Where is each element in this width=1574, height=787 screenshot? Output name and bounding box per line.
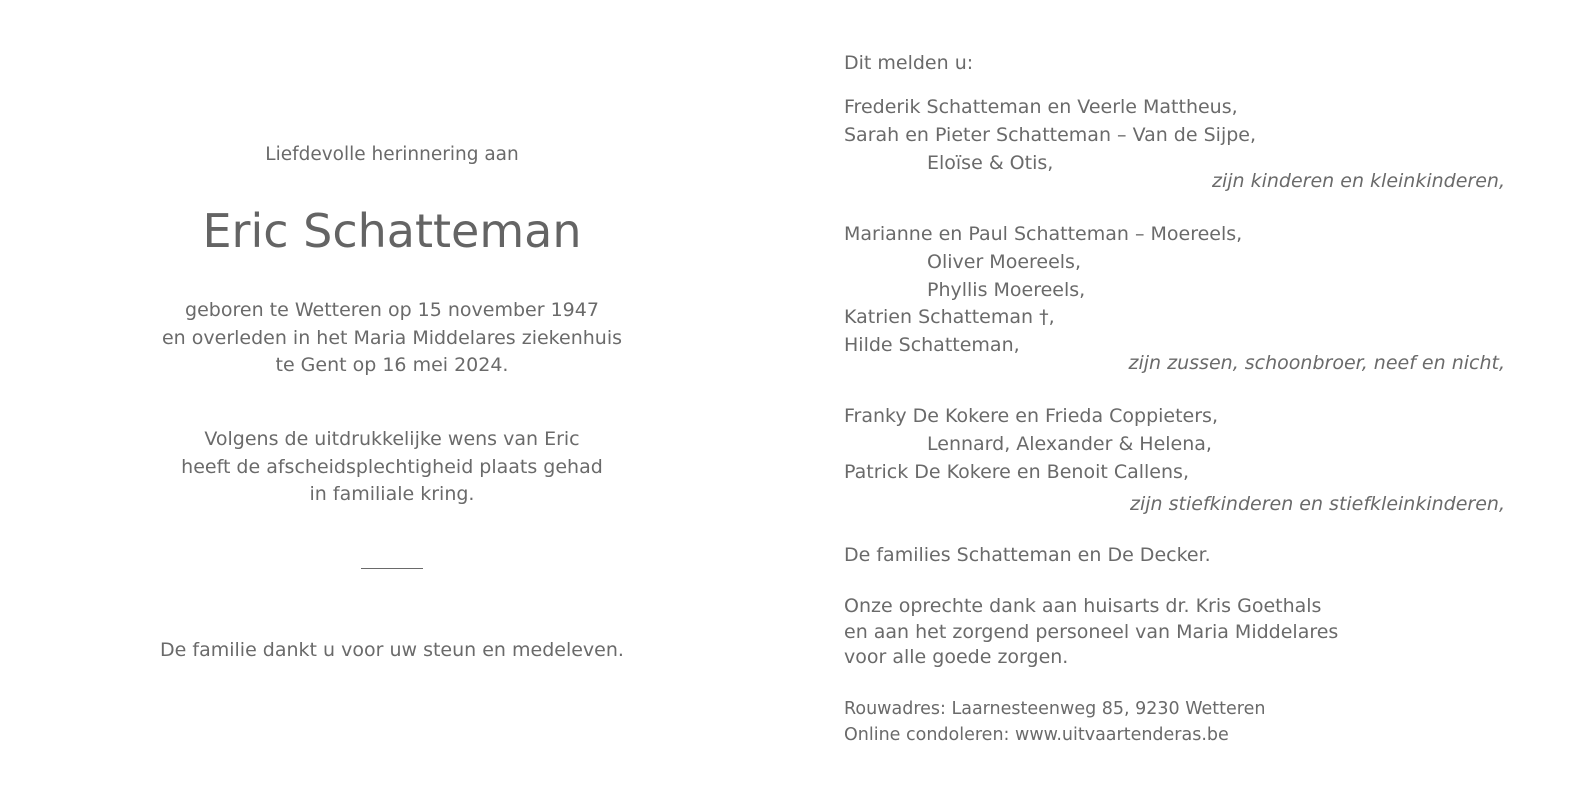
birth-line: geboren te Wetteren op 15 november 1947 bbox=[185, 299, 599, 321]
relation-role: zijn stiefkinderen en stiefkleinkinderen, bbox=[1130, 493, 1505, 515]
relation-role: zijn kinderen en kleinkinderen, bbox=[1212, 170, 1505, 192]
mourner-line: Franky De Kokere en Frieda Coppieters, bbox=[844, 405, 1218, 427]
mourner-line: Hilde Schatteman, bbox=[844, 334, 1020, 356]
mourner-line: Katrien Schatteman †, bbox=[844, 306, 1055, 328]
gratitude-line: voor alle goede zorgen. bbox=[844, 646, 1069, 668]
intro-text: Liefdevolle herinnering aan bbox=[265, 144, 519, 165]
mourning-address: Rouwadres: Laarnesteenweg 85, 9230 Wetteren bbox=[844, 699, 1266, 719]
mourner-line: Lennard, Alexander & Helena, bbox=[927, 433, 1212, 455]
mourner-line: Eloïse & Otis, bbox=[927, 152, 1054, 174]
mourner-line: Phyllis Moereels, bbox=[927, 279, 1086, 301]
relation-role: zijn zussen, schoonbroer, neef en nicht, bbox=[1128, 352, 1505, 374]
mourner-line: Oliver Moereels, bbox=[927, 251, 1081, 273]
thanks-text: De familie dankt u voor uw steun en medeleven. bbox=[160, 639, 624, 661]
mourner-line: Sarah en Pieter Schatteman – Van de Sijpe, bbox=[844, 124, 1257, 146]
deceased-name: Eric Schatteman bbox=[202, 204, 582, 258]
wish-line: in familiale kring. bbox=[309, 483, 475, 505]
death-place-line: te Gent op 16 mei 2024. bbox=[275, 354, 509, 376]
wish-line: heeft de afscheidsplechtigheid plaats gehad bbox=[181, 455, 603, 478]
mourner-line: Marianne en Paul Schatteman – Moereels, bbox=[844, 223, 1243, 245]
gratitude-text bbox=[844, 594, 1338, 671]
gratitude-line: Onze oprechte dank aan huisarts dr. Kris Goethals bbox=[844, 595, 1322, 617]
mourner-line: Frederik Schatteman en Veerle Mattheus, bbox=[844, 96, 1238, 118]
mourner-line: Patrick De Kokere en Benoit Callens, bbox=[844, 461, 1189, 483]
online-condolence: Online condoleren: www.uitvaartenderas.be bbox=[844, 725, 1229, 745]
death-line: en overleden in het Maria Middelares ziekenhuis bbox=[161, 326, 623, 349]
gratitude-line: en aan het zorgend personeel van Maria Middelares bbox=[844, 620, 1339, 643]
announcement-heading: Dit melden u: bbox=[844, 52, 974, 74]
wish-line: Volgens de uitdrukkelijke wens van Eric bbox=[204, 428, 580, 450]
families-line: De families Schatteman en De Decker. bbox=[844, 544, 1211, 566]
